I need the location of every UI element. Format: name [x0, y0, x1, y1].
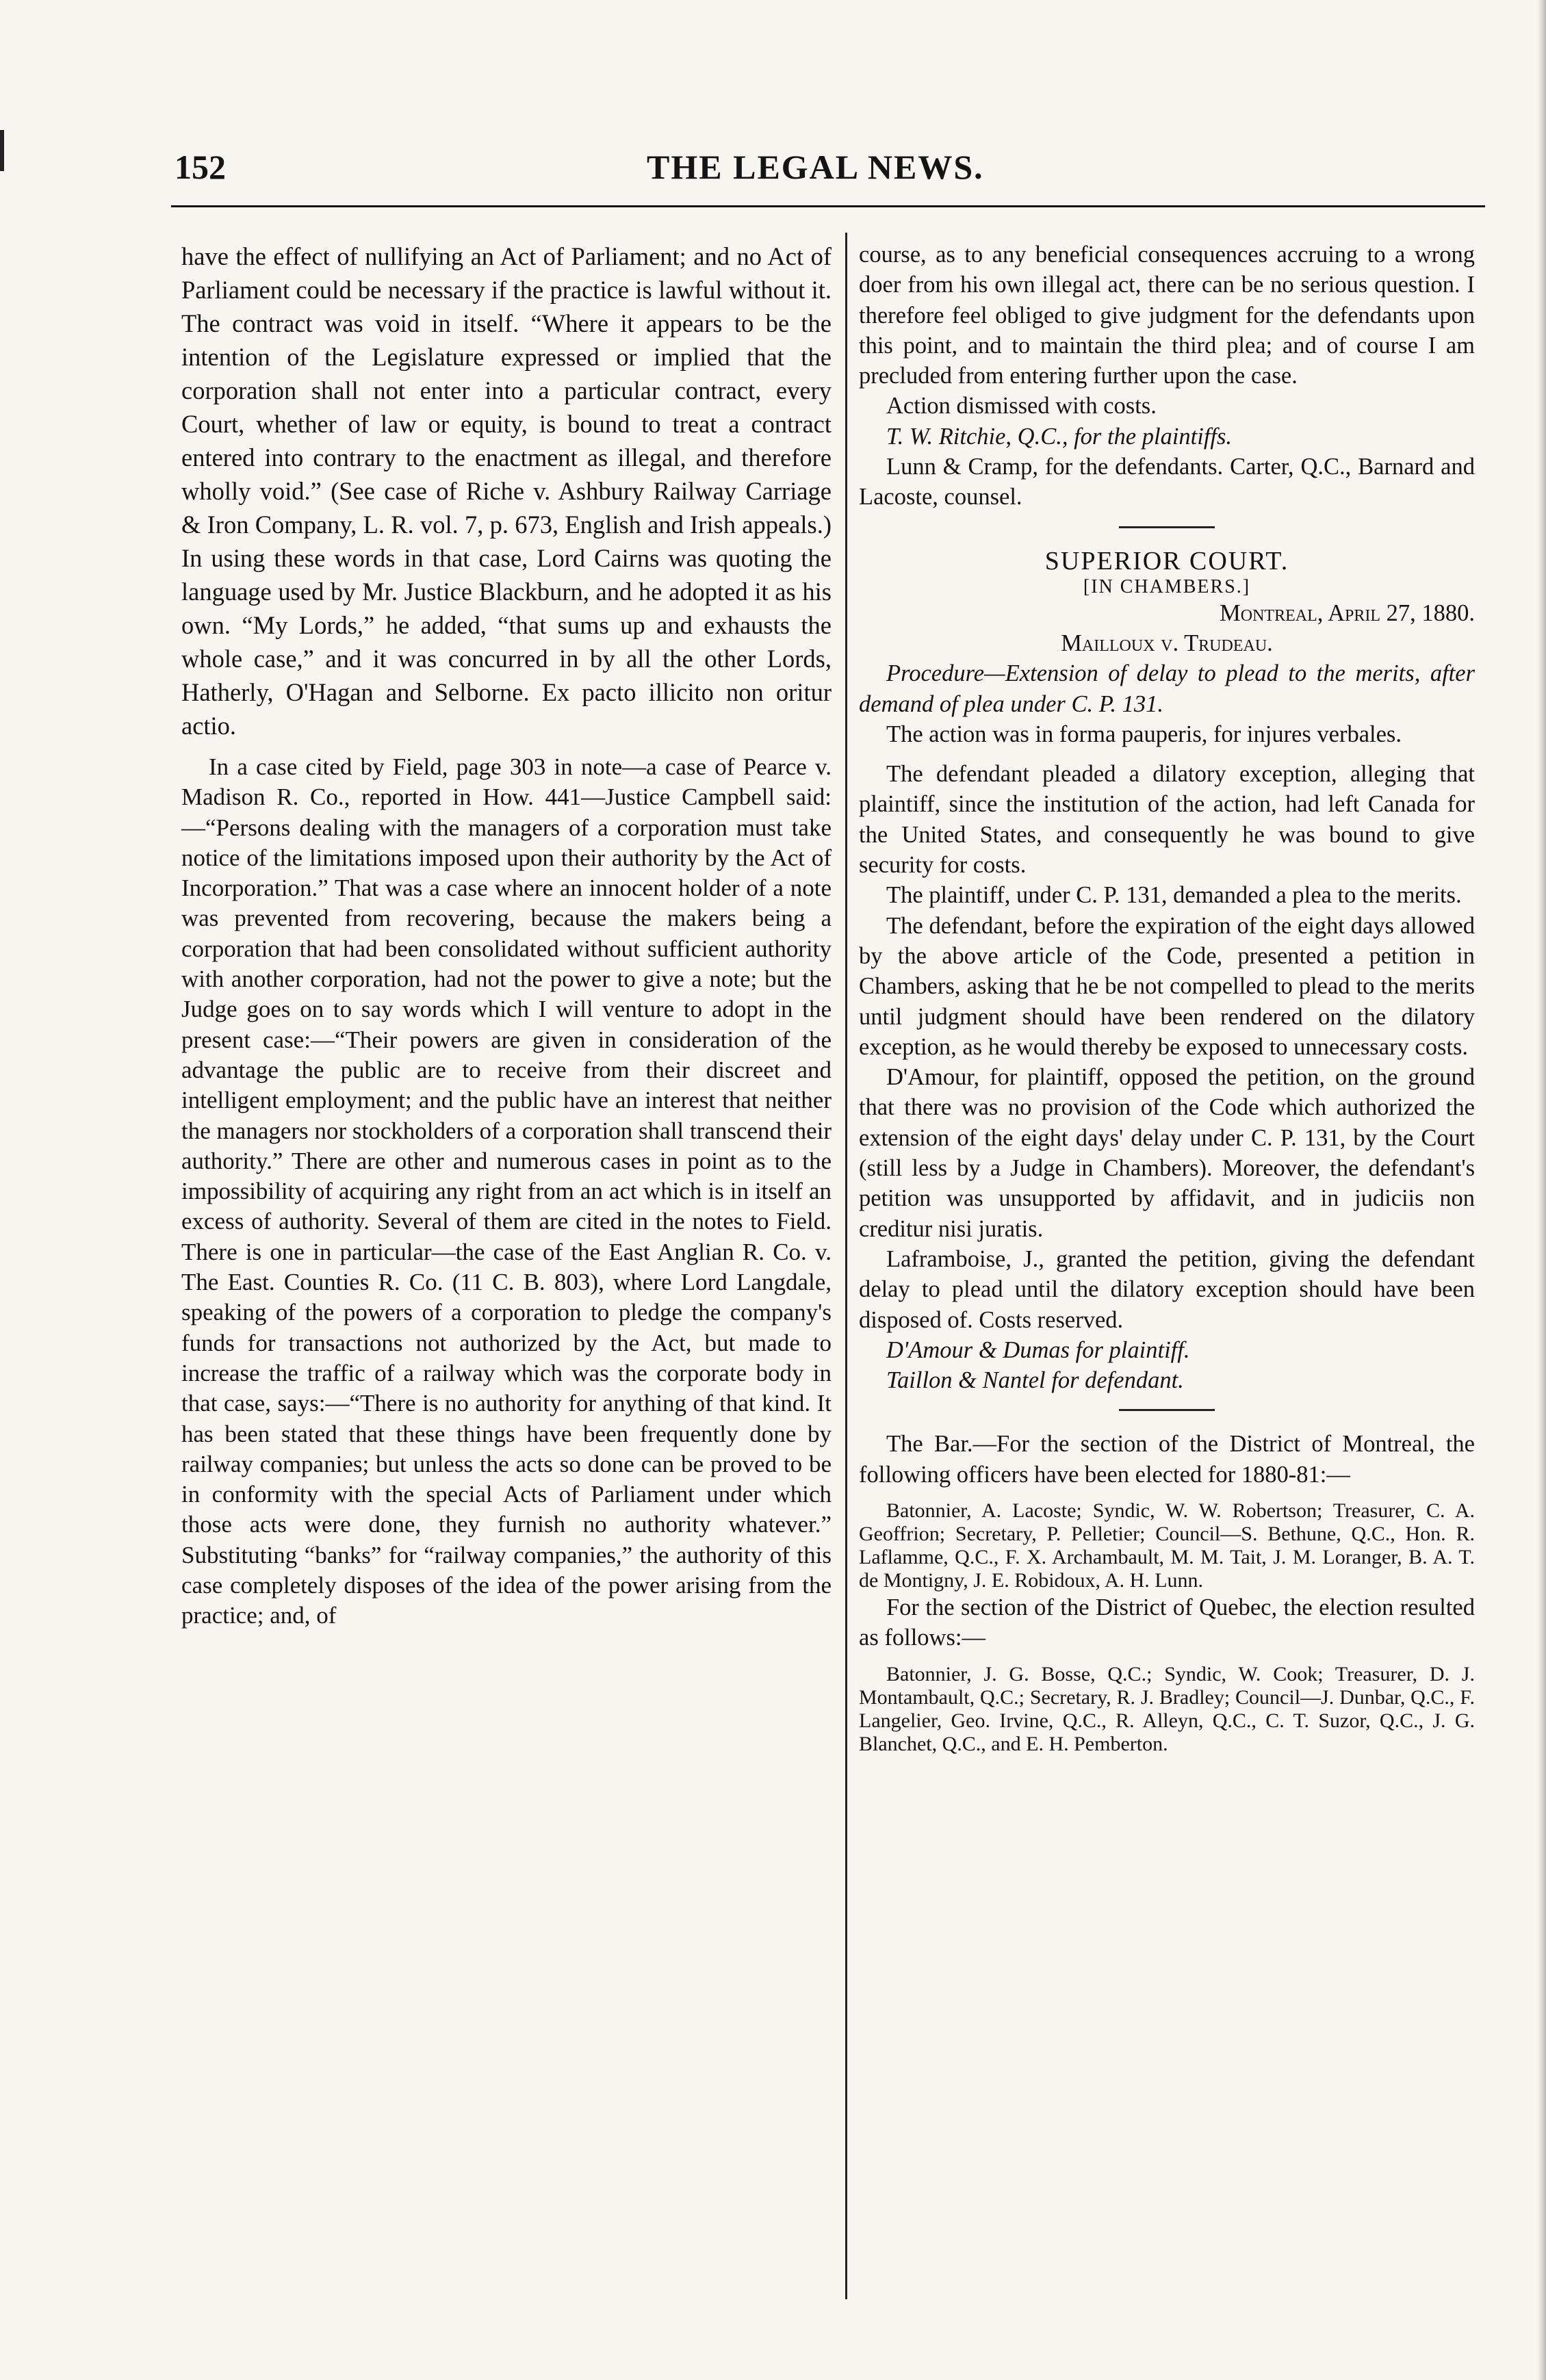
paragraph-action: The action was in forma pauperis, for injures verbales. [886, 721, 1402, 747]
left-column [181, 240, 832, 1631]
right-column [859, 240, 1475, 1756]
action-dismissed: Action dismissed with costs. [886, 393, 1157, 419]
page-header [175, 147, 1495, 195]
header-rule [171, 205, 1485, 207]
bar-montreal-officers: Batonnier, A. Lacoste; Syndic, W. W. Robertson; Treasurer, C. A. Geoffrion; Secretary, P. Pelletier; Council—S. Bethune, Q.C., Hon. R. Laflamme, Q.C., F. X. Archambault, M. M. Tait, J. M. Loranger, B. A. T. de Montigny, J. E. Robidoux, A. H. Lunn. [859, 1499, 1475, 1592]
court-title: SUPERIOR COURT. [1044, 546, 1289, 575]
defendants-counsel: Lunn & Cramp, for the defendants. Carter, Q.C., Barnard and Lacoste, counsel. [859, 454, 1475, 510]
scan-edge-mark [0, 130, 4, 171]
column-divider [845, 233, 847, 2299]
bar-intro: The Bar.—For the section of the District of Montreal, the following officers have been elected for 1880-81:— [859, 1431, 1475, 1488]
bar-quebec-officers: Batonnier, J. G. Bosse, Q.C.; Syndic, W. Cook; Treasurer, D. J. Montambault, Q.C.; Secretary, R. J. Bradley; Council—J. Dunbar, Q.C., F. Langelier, Geo. Irvine, Q.C., R. Alleyn, Q.C., C. T. Suzor, Q.C., J. G. Blanchet, Q.C., and E. H. Pemberton. [859, 1662, 1475, 1755]
left-paragraph-1: have the effect of nullifying an Act of Parliament; and no Act of Parliament could be necessary if the practice is lawful without it. The contract was void in itself. “Where it appears to be the intention of the Legislature expressed or implied that the corporation shall not enter into a particular contract, every Court, whether of law or equity, is bound to treat a contract entered into contrary to the enactment as illegal, and therefore wholly void.” (See case of Riche v. Ashbury Railway Carriage & Iron Company, L. R. vol. 7, p. 673, English and Irish appeals.) In using these words in that case, Lord Cairns was quoting the language used by Mr. Justice Blackburn, and he adopted it as his own. “My Lords,” he added, “that sums up and exhausts the whole case,” and it was concurred in by all the other Lords, Hatherly, O'Hagan and Selborne. Ex pacto illicito non oritur actio. [181, 242, 832, 740]
paragraph-opposition: D'Amour, for plaintiff, opposed the petition, on the ground that there was no provision of the Code which authorized the extension of the eight days' delay under C. P. 131, by the Court (still less by a Judge in Chambers). Moreover, the defendant's petition was unsupported by affidavit, and in judiciis non creditur nisi juratis. [859, 1064, 1475, 1242]
page-number: 152 [175, 148, 226, 186]
scan-page-edge [1538, 0, 1546, 2380]
plaintiffs-counsel: T. W. Ritchie, Q.C., for the plaintiffs. [886, 423, 1233, 450]
paragraph-petition: The defendant, before the expiration of the eight days allowed by the above article of the Code, presented a petition in Chambers, asking that he be not compelled to plead to the merits until judgment should have been rendered on the dilatory exception, as he would thereby be exposed to unnecessary costs. [859, 912, 1475, 1060]
paragraph-plea-demand: The plaintiff, under C. P. 131, demanded a plea to the merits. [886, 882, 1462, 909]
counsel-defendant: Taillon & Nantel for defendant. [886, 1367, 1184, 1394]
judgment-conclusion: course, as to any beneficial consequences accruing to a wrong doer from his own illegal act, there can be no serious question. I therefore feel obliged to give judgment for the defendants upon this point, and to maintain the third plea; and of course I am precluded from entering further upon the case. [859, 242, 1475, 389]
dateline: Montreal, April 27, 1880. [1220, 599, 1475, 626]
running-title: THE LEGAL NEWS. [647, 148, 984, 186]
bar-quebec-intro: For the section of the District of Quebec, the election resulted as follows:— [859, 1594, 1475, 1651]
paragraph-dilatory-exception: The defendant pleaded a dilatory exception, alleging that plaintiff, since the institution of the action, had left Canada for the United States, and consequently he was bound to give security for costs. [859, 761, 1475, 879]
section-divider [1119, 526, 1215, 528]
counsel-plaintiff: D'Amour & Dumas for plaintiff. [886, 1336, 1190, 1363]
paragraph-ruling: Laframboise, J., granted the petition, giving the defendant delay to plead until the dilatory exception should have been disposed of. Costs reserved. [859, 1245, 1475, 1333]
chambers-label: [IN CHAMBERS.] [1083, 575, 1251, 597]
case-name: Mailloux v. Trudeau. [1061, 630, 1273, 656]
section-divider-2 [1119, 1409, 1215, 1411]
headnote: Procedure—Extension of delay to plead to the merits, after demand of plea under C. P. 131. [859, 660, 1475, 717]
left-paragraph-2: In a case cited by Field, page 303 in note—a case of Pearce v. Madison R. Co., reported in How. 441—Justice Campbell said:—“Persons dealing with the managers of a corporation must take notice of the limitations imposed upon their authority by the Act of Incorporation.” That was a case where an innocent holder of a note was prevented from recovering, because the makers being a corporation that had been consolidated without sufficient authority with another corporation, had not the power to give a note; but the Judge goes on to say words which I will venture to adopt in the present case:—“Their powers are given in consideration of the advantage the public are to receive from their discreet and intelligent employment; and the public have an interest that neither the managers nor stockholders of a corporation shall transcend their authority.” There are other and numerous cases in point as to the impossibility of acquiring any right from an act which is in itself an excess of authority. Several of them are cited in the notes to Field. There is one in particular—the case of the East Anglian R. Co. v. The East. Counties R. Co. (11 C. B. 803), where Lord Langdale, speaking of the powers of a corporation to pledge the company's funds for transactions not authorized by the Act, but made to increase the traffic of a railway which was the corporate body in that case, says:—“There is no authority for anything of that kind. It has been stated that these things have been frequently done by railway companies; but unless the acts so done can be proved to be in conformity with the special Acts of Parliament under which those acts were done, they furnish no authority whatever.” Substituting “banks” for “railway companies,” the authority of this case completely disposes of the idea of the power arising from the practice; and, of [181, 753, 832, 1629]
